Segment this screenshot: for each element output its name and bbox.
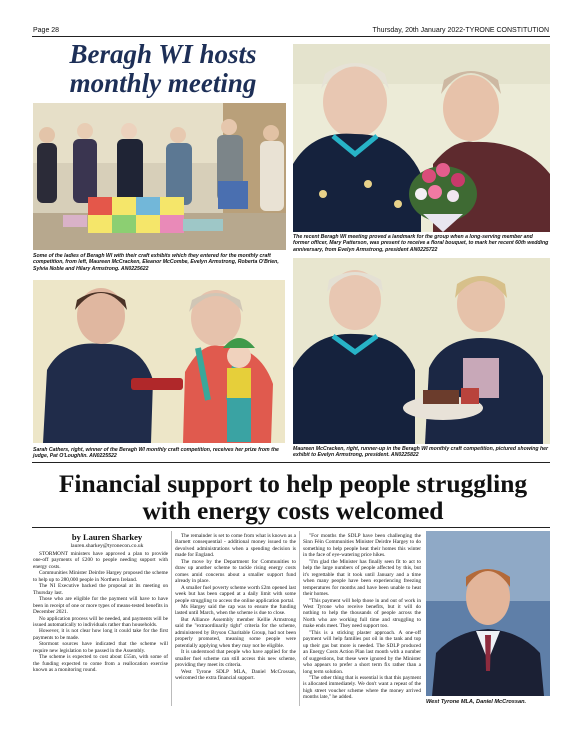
runner-up-photo [293,258,550,444]
mla-photo [426,531,550,696]
headline-rule [32,527,550,528]
article-paragraph: Communities Minister Deirdre Hargey proposed the scheme to help up to 280,000 people in Northern Ireland. [33,570,168,583]
article-paragraph: But Alliance Assembly member Kellie Armstrong said the "extraordinarily tight" criteria for the scheme, administered by Bryson Charitable Group, had not been properly promoted, meaning some people were potentially applying when they may not be eligible. [175,616,296,649]
article-column-1 [33,551,168,674]
mla-photo-caption: West Tyrone MLA, Daniel McCrossan. [426,699,527,705]
article-paragraph: "This is a sticking plaster approach. A one-off payment will help families put oil in the tank and top up their gas but more is needed. The SDLP produced an Energy Costs Action Plan last month with a number of suggestions, but these were ignored by the Minister who appears to prefer a short term fix rather than a long term solution. [303,629,421,675]
article-paragraph: The move by the Department for Communities to draw up another scheme to tackle rising energy costs comes amid concerns about a smaller support fund already in place. [175,558,296,585]
byline: by Lauren Sharkey [71,532,143,542]
article-paragraph: STORMONT ministers have approved a plan to provide one-off payments of £200 to people needing support with energy costs. [33,551,168,570]
page-number: Page 28 [33,27,60,34]
column-rule [171,531,172,706]
bouquet-photo-caption: The recent Beragh WI meeting proved a landmark for the group when a long-serving member and former officer, Mary Patterson, was present to receive a floral bouquet, to mark her recent 60th wedding anniversary, from Evelyn Armstrong, president AN0225722 [293,234,549,253]
article-paragraph: "This payment will help those in and out of work in West Tyrone who receive benefits, but it will do nothing to help the thousands of people across the North who are working full time and struggling to make ends meet. They need support too. [303,597,421,630]
article-paragraph: "For months the SDLP have been challenging the Sinn Féin Communities Minister Deirdre Hargey to do something to help people heat their homes this winter in the face of eye-watering price hikes. [303,533,421,559]
story-divider [32,462,550,463]
article-paragraph: "I'm glad the Minister has finally seen fit to act to help the large numbers of people affected by this, but it's regrettable that it took until January and a time when many people have been experiencing freezing temperatures for months and have been unable to heat their homes. [303,558,421,598]
article-paragraph: A smaller fuel poverty scheme worth £2m opened last week but has been capped at a daily limit with some people struggling to access the online application portal. [175,584,296,604]
article-column-3 [303,533,421,701]
header-rule [32,36,550,37]
article-paragraph: No application process will be needed, and payments will be issued automatically to individuals rather than households. [33,615,168,628]
group-photo [33,103,286,250]
column-rule [299,531,300,706]
prize-photo [33,280,285,443]
article-paragraph: However, it is not clear how long it could take for the first payments to be made. [33,628,168,641]
article-paragraph: West Tyrone SDLP MLA, Daniel McCrossan, welcomed the extra financial support. [175,668,296,681]
article-paragraph: It is understood that people who have applied for the smaller fuel scheme can still access this new scheme, providing they meet its criteria. [175,649,296,669]
article-column-2 [175,533,296,681]
article-paragraph: "The other thing that is essential is that this payment is allocated immediately. We don't want a repeat of the high street voucher scheme where the money arrived months late," he added. [303,674,421,701]
article-paragraph: The NI Executive backed the proposal at its meeting on Thursday last. [33,583,168,596]
byline-email: lauren.sharkey@tyronecon.co.uk [70,543,144,549]
runner-up-photo-caption: Maureen McCracken, right, runner-up in the Beragh WI monthly craft competition, pictured showing her exhibit to Evelyn Armstrong, president. AN0225822 [293,446,549,459]
article-paragraph: Ms Hargey said the cap was to ensure the funding lasted until March, when the scheme is due to close. [175,603,296,617]
article-paragraph: The scheme is expected to cost about £55m, with some of the funding expected to come from a reallocation exercise known as a monitoring round. [33,654,168,674]
bouquet-photo [293,44,550,232]
date-line: Thursday, 20th January 2022-TYRONE CONSTITUTION [372,27,549,34]
group-photo-caption: Some of the ladies of Beragh WI with their craft exhibits which they entered for the monthly craft competition, from left, Maureen McCracken, Eleanor McCombe, Evelyn Armstrong, Roberta O'Brien, Sylvia Noble and Hilary Armstrong. AN0225622 [33,253,279,272]
article-paragraph: Stormont sources have indicated that the scheme will require new legislation to be passed in the Assembly. [33,641,168,654]
energy-headline: Financial support to help people struggling with energy costs welcomed [58,469,528,525]
article-paragraph: The remainder is set to come from what is known as a Barnett consequential - additional money issued to the devolved administrations when a spending decision is made for England. [175,533,296,559]
wi-headline: Beragh WI hosts monthly meeting [69,39,257,98]
prize-photo-caption: Sarah Cathers, right, winner of the Beragh WI monthly craft competition, receives her prize from the judge, Pat O'Loughlin. AN0225522 [33,447,279,460]
article-paragraph: Those who are eligible for the payment will have to have been in receipt of one or more types of means-tested benefits in December 2021. [33,596,168,616]
